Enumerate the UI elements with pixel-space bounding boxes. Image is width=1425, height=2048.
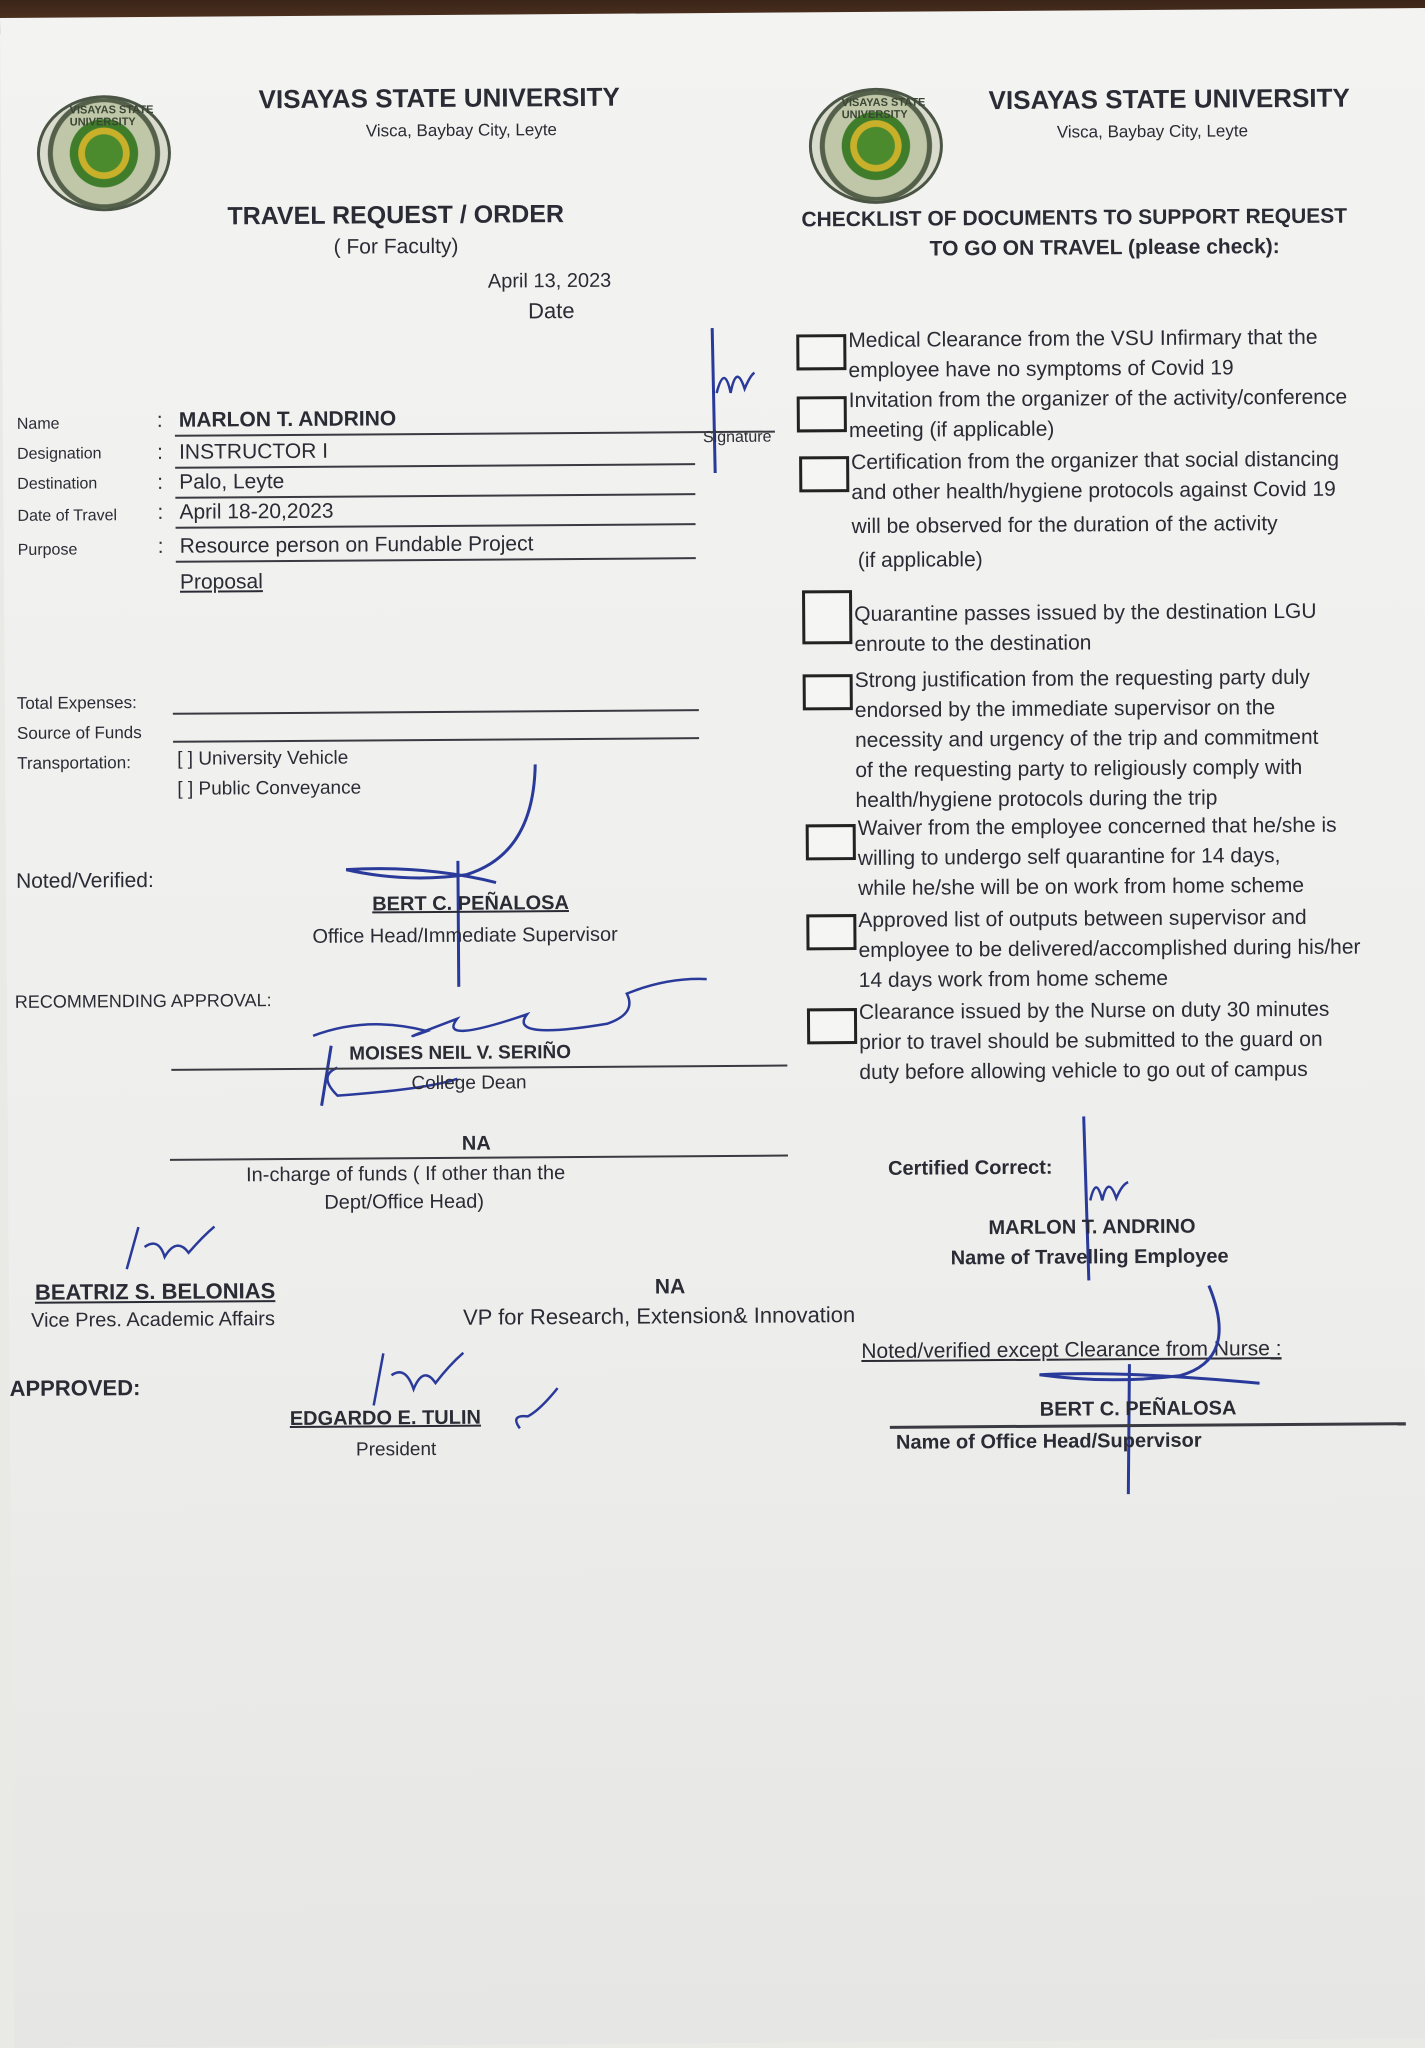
purpose-value-cont: Proposal	[179, 570, 263, 594]
name-label: Name	[16, 415, 60, 433]
checklist-item-outputs: Approved list of outputs between supervisor and employee to be delivered/accomplished during his/her 14 days work from home scheme	[858, 905, 1361, 993]
employee-name: MARLON T. ANDRINO	[988, 1215, 1196, 1240]
checklist-title-line2: TO GO ON TRAVEL (please check):	[929, 235, 1280, 261]
destination-value: Palo, Leyte	[179, 470, 285, 494]
checklist-item-nurse-clearance: Clearance issued by the Nurse on duty 30 minutes prior to travel should be submitted to the guard on duty before allowing vehicle to go out of campus	[858, 997, 1330, 1085]
transport-public-conveyance: [ ] Public Conveyance	[177, 777, 362, 800]
checklist-checkbox-waiver[interactable]	[806, 824, 856, 860]
funds-title-line1: In-charge of funds ( If other than the	[246, 1162, 566, 1187]
checklist-item-invitation: Invitation from the organizer of the activity/conference meeting (if applicable)	[848, 385, 1348, 443]
president-name: EDGARDO E. TULIN	[289, 1406, 481, 1431]
checklist-checkbox-nurse-clearance[interactable]	[807, 1008, 857, 1044]
checklist-item-justification: Strong justification from the requesting party duly endorsed by the immediate supervisor on the necessity and urgency of the trip and commitment of the requesting party to religiously comply with health/hygiene protocols during the trip	[854, 665, 1319, 813]
source-of-funds-underline	[173, 737, 699, 743]
checklist-checkbox-justification[interactable]	[803, 674, 853, 710]
signature-mark-top	[702, 323, 763, 483]
left-university-address: Visca, Baybay City, Leyte	[365, 120, 558, 141]
approved-label: APPROVED:	[9, 1375, 141, 1401]
checklist-item-waiver: Waiver from the employee concerned that he/she is willing to undergo self quarantine for 14 days, while he/she will be on work from home scheme	[857, 813, 1337, 901]
signature-supervisor	[345, 764, 567, 996]
date-of-travel-label: Date of Travel	[17, 507, 118, 525]
checklist-checkbox-outputs[interactable]	[806, 914, 856, 950]
signature-vp-initial	[118, 1216, 238, 1277]
seal-text: VISAYAS STATE UNIVERSITY	[69, 103, 154, 129]
office-head-title: Name of Office Head/Supervisor	[895, 1429, 1202, 1454]
president-title: President	[355, 1438, 437, 1461]
certified-correct-label: Certified Correct:	[887, 1156, 1053, 1180]
checklist-item-medical: Medical Clearance from the VSU Infirmary that the employee have no symptoms of Covid 19	[848, 325, 1318, 383]
noted-except-nurse: Noted/verified except Clearance from Nurse :	[861, 1337, 1282, 1364]
dean-name: MOISES NEIL V. SERIÑO	[349, 1042, 572, 1065]
checklist-item-quarantine: Quarantine passes issued by the destination LGU enroute to the destination	[854, 599, 1317, 657]
form-title: TRAVEL REQUEST / ORDER	[227, 200, 565, 231]
total-expenses-underline	[173, 709, 699, 715]
left-university-name: VISAYAS STATE UNIVERSITY	[258, 81, 620, 115]
colon: :	[157, 534, 164, 558]
right-university-name: VISAYAS STATE UNIVERSITY	[988, 82, 1350, 116]
right-university-address: Visca, Baybay City, Leyte	[1056, 121, 1249, 142]
office-head-name: BERT C. PEÑALOSA	[1039, 1397, 1237, 1421]
checklist-checkbox-quarantine[interactable]	[802, 590, 852, 644]
source-of-funds-label: Source of Funds	[16, 723, 142, 743]
vp-academic-title: Vice Pres. Academic Affairs	[31, 1308, 275, 1332]
date-of-travel-value: April 18-20,2023	[179, 499, 334, 524]
funds-title-line2: Dept/Office Head)	[324, 1190, 485, 1214]
recommending-approval-label: RECOMMENDING APPROVAL:	[14, 990, 272, 1012]
funds-in-charge-value: NA	[461, 1132, 491, 1155]
document-page	[0, 8, 1425, 2048]
checklist-title-line1: CHECKLIST OF DOCUMENTS TO SUPPORT REQUEST	[801, 204, 1348, 232]
vp-research-value: NA	[654, 1275, 686, 1299]
date-label: Date	[527, 297, 575, 324]
checklist-checkbox-invitation[interactable]	[797, 396, 847, 432]
dean-title: College Dean	[411, 1072, 527, 1095]
signature-office-head	[1029, 1279, 1271, 1501]
vp-research-title: VP for Research, Extension& Innovation	[462, 1302, 856, 1330]
employee-title: Name of Travelling Employee	[950, 1245, 1229, 1270]
seal-text: VISAYAS STATE UNIVERSITY	[841, 96, 926, 122]
university-seal-left	[37, 95, 172, 212]
designation-value: INSTRUCTOR I	[178, 439, 329, 464]
supervisor-name: BERT C. PEÑALOSA	[372, 892, 569, 916]
signature-label: Signature	[702, 428, 772, 447]
transport-university-vehicle: [ ] University Vehicle	[177, 747, 349, 770]
colon: :	[157, 500, 164, 524]
total-expenses-label: Total Expenses:	[16, 693, 137, 713]
purpose-label: Purpose	[17, 541, 78, 559]
designation-label: Designation	[16, 445, 102, 463]
supervisor-title: Office Head/Immediate Supervisor	[312, 923, 618, 948]
checklist-item-certification: Certification from the organizer that social distancing and other health/hygiene protocols against Covid 19 will be observed for the duration of the activity (if applicable)	[851, 447, 1340, 573]
purpose-value: Resource person on Fundable Project	[179, 532, 534, 558]
checklist-checkbox-certification[interactable]	[799, 456, 849, 492]
university-seal-right	[809, 87, 944, 204]
transportation-label: Transportation:	[17, 753, 131, 773]
vp-academic-name: BEATRIZ S. BELONIAS	[34, 1278, 276, 1305]
colon: :	[156, 408, 163, 432]
date-value: April 13, 2023	[487, 269, 612, 293]
name-value: MARLON T. ANDRINO	[178, 407, 397, 432]
form-subtitle: ( For Faculty)	[333, 234, 459, 259]
checklist-checkbox-medical[interactable]	[796, 334, 846, 370]
colon: :	[156, 440, 163, 464]
noted-verified-label: Noted/Verified:	[15, 868, 154, 893]
destination-label: Destination	[17, 475, 98, 493]
colon: :	[157, 470, 164, 494]
